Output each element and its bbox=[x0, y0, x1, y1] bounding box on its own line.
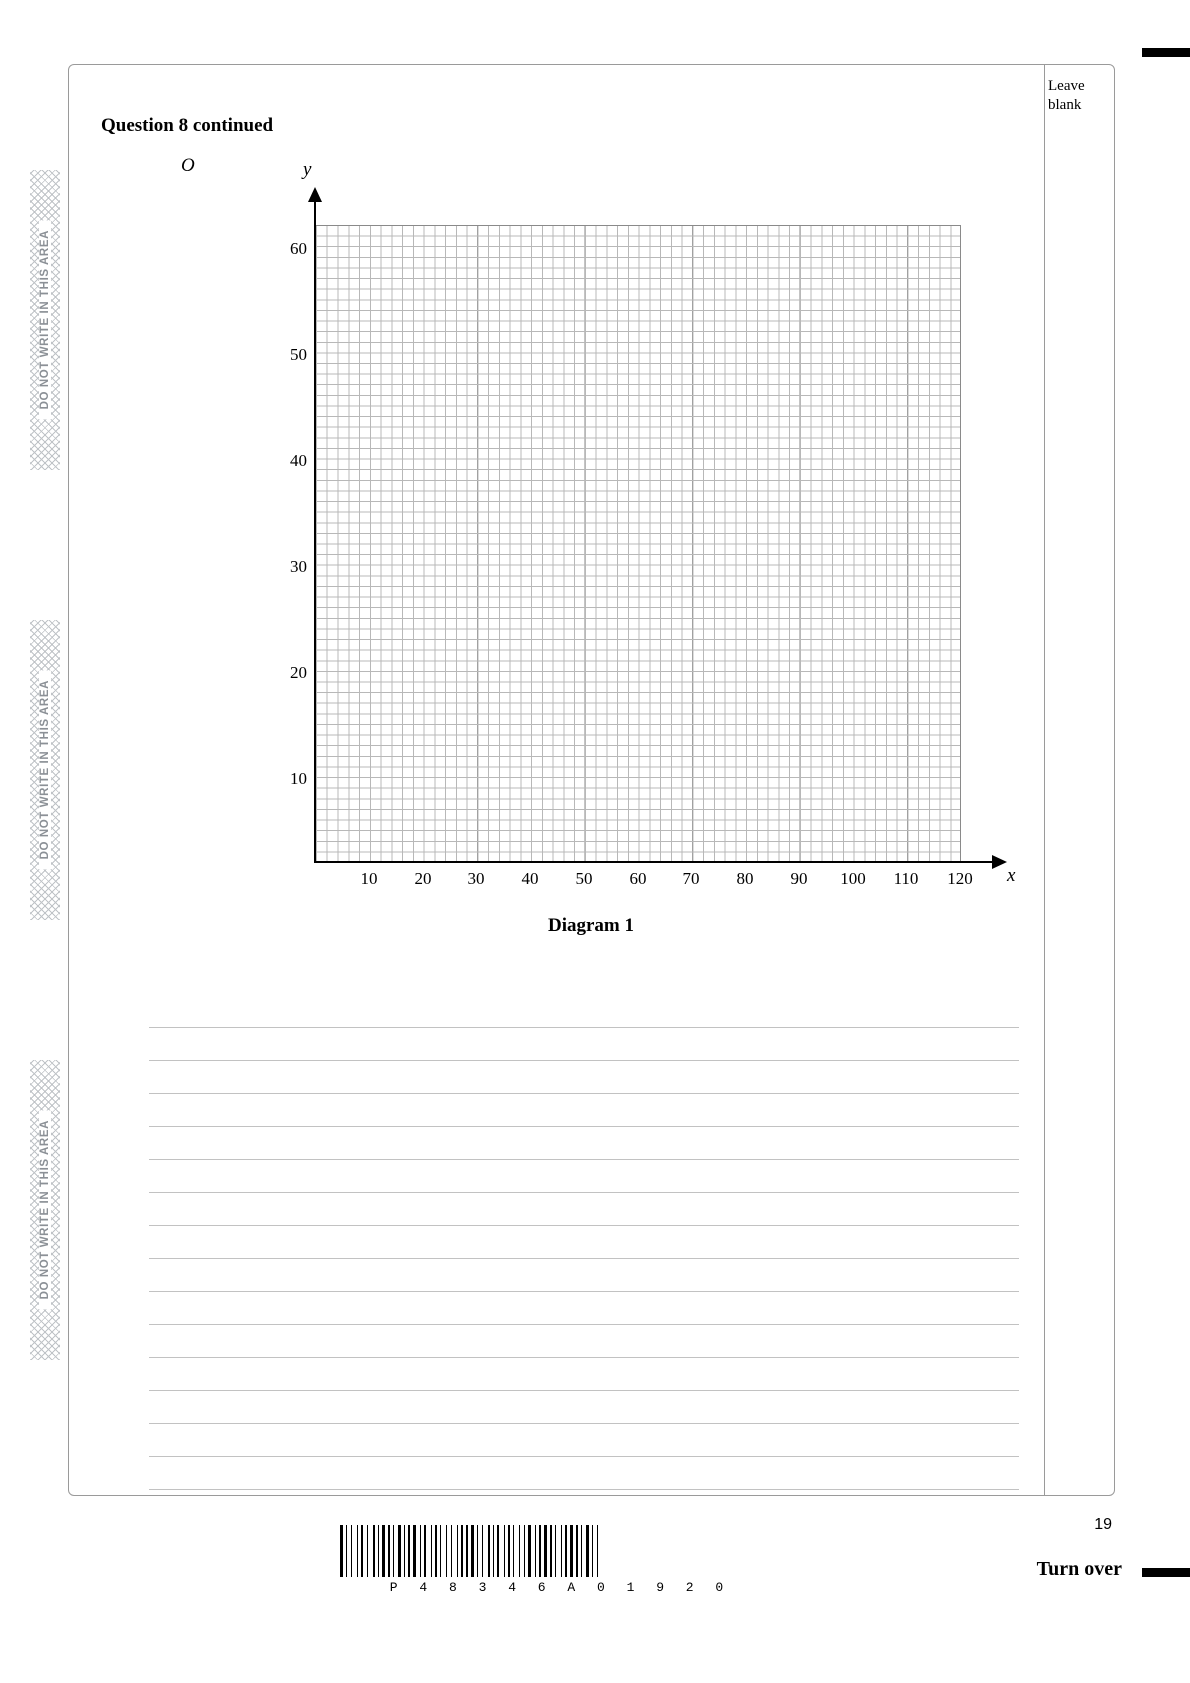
x-tick-label: 110 bbox=[893, 869, 919, 888]
leave-blank-line1: Leave bbox=[1048, 78, 1085, 94]
x-tick-label: 100 bbox=[840, 869, 866, 888]
y-tick-label: 30 bbox=[290, 557, 307, 576]
do-not-write-label: DO NOT WRITE IN THIS AREA bbox=[39, 670, 51, 869]
barcode-bars bbox=[340, 1525, 780, 1577]
x-tick-label: 20 bbox=[414, 869, 432, 888]
graph-diagram-1 bbox=[181, 155, 1016, 965]
x-tick-label: 10 bbox=[360, 869, 378, 888]
answer-line[interactable] bbox=[149, 1457, 1019, 1490]
x-axis-label: x bbox=[1007, 865, 1016, 886]
answer-line[interactable] bbox=[149, 1127, 1019, 1160]
answer-line[interactable] bbox=[149, 1028, 1019, 1061]
do-not-write-strip-bottom bbox=[30, 1060, 60, 1360]
do-not-write-strip-top bbox=[30, 170, 60, 470]
answer-line[interactable] bbox=[149, 1358, 1019, 1391]
answer-line[interactable] bbox=[149, 1424, 1019, 1457]
x-tick-label: 120 bbox=[947, 869, 973, 888]
do-not-write-label: DO NOT WRITE IN THIS AREA bbox=[39, 220, 51, 419]
do-not-write-strip-middle bbox=[30, 620, 60, 920]
do-not-write-label: DO NOT WRITE IN THIS AREA bbox=[39, 1110, 51, 1309]
y-axis-arrow bbox=[308, 187, 322, 202]
answer-line[interactable] bbox=[149, 1160, 1019, 1193]
question-heading: Question 8 continued bbox=[101, 115, 274, 136]
answer-line[interactable] bbox=[149, 1292, 1019, 1325]
x-tick-label: 90 bbox=[790, 869, 808, 888]
leave-blank-column bbox=[1044, 65, 1114, 1495]
answer-line[interactable] bbox=[149, 1325, 1019, 1358]
y-tick-label: 10 bbox=[290, 769, 307, 788]
x-tick-label: 70 bbox=[682, 869, 700, 888]
answer-line[interactable] bbox=[149, 1094, 1019, 1127]
answer-line[interactable] bbox=[149, 1226, 1019, 1259]
x-tick-label: 80 bbox=[736, 869, 754, 888]
y-axis-line bbox=[314, 201, 316, 863]
page-frame bbox=[68, 64, 1115, 1496]
turn-over-label: Turn over bbox=[1036, 1558, 1122, 1580]
page-number: 19 bbox=[1094, 1516, 1112, 1533]
x-axis-line bbox=[314, 861, 994, 863]
y-axis-label: y bbox=[303, 159, 312, 180]
answer-line[interactable] bbox=[149, 995, 1019, 1028]
answer-line[interactable] bbox=[149, 1061, 1019, 1094]
barcode bbox=[340, 1525, 780, 1577]
registration-mark-top bbox=[1142, 48, 1190, 57]
answer-line[interactable] bbox=[149, 1391, 1019, 1424]
y-tick-label: 50 bbox=[290, 345, 307, 364]
y-tick-label: 60 bbox=[290, 239, 307, 258]
x-axis-arrow bbox=[992, 855, 1007, 869]
y-tick-label: 40 bbox=[290, 451, 307, 470]
registration-mark-bottom bbox=[1142, 1568, 1190, 1577]
graph-grid[interactable] bbox=[316, 225, 961, 862]
x-tick-label: 30 bbox=[467, 869, 485, 888]
diagram-caption: Diagram 1 bbox=[547, 915, 634, 936]
origin-label: O bbox=[181, 155, 195, 176]
barcode-text: P 4 8 3 4 6 A 0 1 9 2 0 bbox=[389, 1580, 731, 1595]
leave-blank-label bbox=[1048, 77, 1106, 115]
answer-line[interactable] bbox=[149, 1259, 1019, 1292]
x-tick-label: 60 bbox=[629, 869, 647, 888]
x-tick-label: 50 bbox=[575, 869, 593, 888]
answer-line[interactable] bbox=[149, 1193, 1019, 1226]
leave-blank-line2: blank bbox=[1048, 96, 1082, 113]
x-tick-label: 40 bbox=[521, 869, 539, 888]
answer-lines[interactable] bbox=[149, 995, 1019, 1490]
y-tick-label: 20 bbox=[290, 663, 307, 682]
